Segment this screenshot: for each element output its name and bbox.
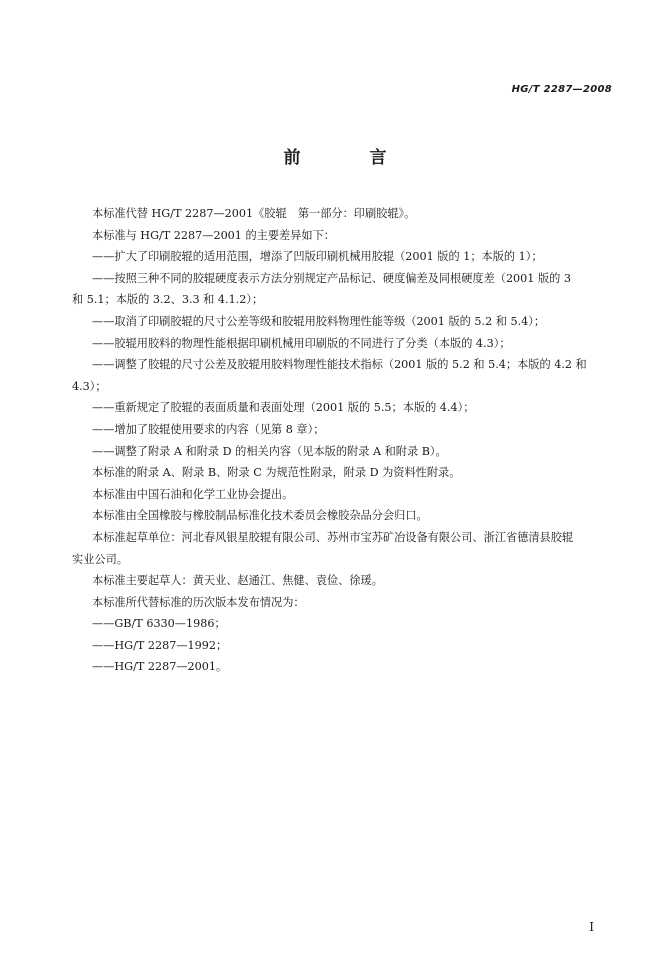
list-item: ——取消了印刷胶辊的尺寸公差等级和胶辊用胶料物理性能等级（2001 版的 5.2 和 5.4）； [92, 314, 546, 328]
list-item: ——增加了胶辊使用要求的内容（见第 8 章）； [92, 422, 325, 436]
list-item: ——按照三种不同的胶辊硬度表示方法分别规定产品标记、硬度偏差及同根硬度差（2001 版的 3 [92, 271, 572, 285]
paragraph-continuation: 实业公司。 [72, 552, 128, 566]
list-item: ——胶辊用胶料的物理性能根据印刷机械用印刷版的不同进行了分类（本版的 4.3）； [92, 336, 511, 350]
list-item: ——调整了附录 A 和附录 D 的相关内容（见本版的附录 A 和附录 B）。 [92, 444, 447, 458]
list-item: ——重新规定了胶辊的表面质量和表面处理（2001 版的 5.5；本版的 4.4）； [92, 401, 475, 415]
foreword-body [72, 203, 618, 678]
paragraph: 本标准由全国橡胶与橡胶制品标准化技术委员会橡胶杂品分会归口。 [92, 509, 428, 523]
list-item-continuation: 和 5.1；本版的 3.2、3.3 和 4.1.2）； [72, 293, 264, 307]
paragraph: 本标准主要起草人：黄天业、赵通江、焦健、袁俭、徐瑗。 [92, 574, 383, 588]
paragraph: 本标准起草单位：河北春风银星胶辊有限公司、苏州市宝苏矿冶设备有限公司、浙江省德清县胶辊 [92, 530, 574, 544]
paragraph: 本标准的附录 A、附录 B、附录 C 为规范性附录，附录 D 为资料性附录。 [92, 466, 461, 480]
page-title: 前 言 [283, 148, 413, 168]
list-item: ——GB/T 6330—1986； [92, 617, 226, 631]
paragraph: 本标准与 HG/T 2287—2001 的主要差异如下： [92, 228, 335, 242]
paragraph: 本标准代替 HG/T 2287—2001《胶辊 第一部分：印刷胶辊》。 [92, 207, 416, 220]
list-item: ——HG/T 2287—2001。 [92, 660, 228, 674]
paragraph: 本标准由中国石油和化学工业协会提出。 [92, 487, 294, 501]
standard-code: HG/T 2287—2008 [511, 84, 612, 95]
page-number: I [589, 920, 594, 934]
list-item: ——HG/T 2287—1992； [92, 638, 228, 652]
list-item-continuation: 4.3）； [72, 379, 107, 393]
paragraph: 本标准所代替标准的历次版本发布情况为： [92, 595, 305, 609]
list-item: ——调整了胶辊的尺寸公差及胶辊用胶料物理性能技术指标（2001 版的 5.2 和 5.4；本版的 4.2 和 [92, 358, 587, 372]
list-item: ——扩大了印刷胶辊的适用范围，增添了凹版印刷机械用胶辊（2001 版的 1；本版的 1）； [92, 250, 543, 264]
